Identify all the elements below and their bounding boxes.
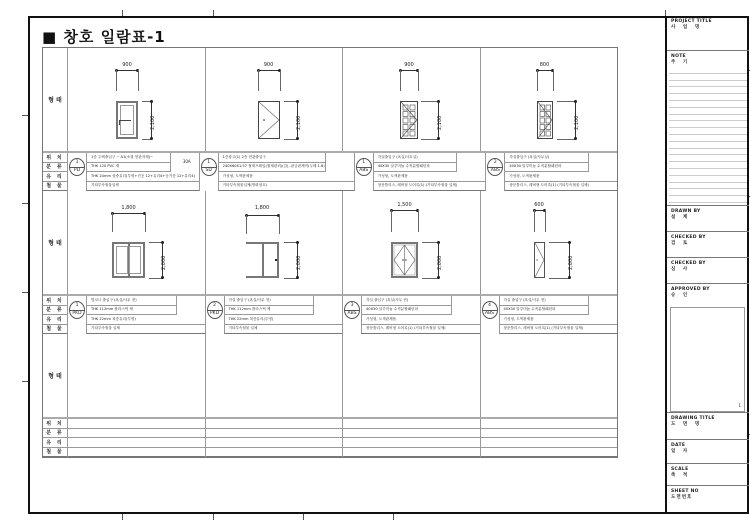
extension-line — [391, 210, 392, 232]
item-code: PD — [73, 168, 81, 173]
item-hardware: 기타부속철물 일체 — [86, 325, 205, 335]
extension-line — [549, 278, 570, 279]
height-dimension: 2,100 — [437, 115, 443, 130]
info-rows — [43, 296, 617, 334]
item-glass: THK 24mm 삼중유리(투명+진공 12+유리4+공기층 12+유리4) — [86, 172, 199, 182]
extension-line — [537, 70, 538, 91]
location-label: 위 치 — [43, 296, 67, 306]
width-dimension: 1,800 — [254, 205, 270, 211]
item-classification: THK 112mm 플라스틱 제 — [86, 306, 177, 316]
frame-tick — [213, 514, 214, 520]
form-label: 형 태 — [43, 334, 68, 417]
item-glass: 가성형, 도색완제품 — [499, 315, 618, 325]
item-drawing-3-1 — [68, 334, 206, 417]
extension-line — [400, 70, 401, 91]
location-label: 위 치 — [43, 419, 67, 429]
height-dimension: 2,000 — [161, 255, 167, 270]
dimension-line — [400, 70, 418, 71]
drawn-by-label: DRAWN BY — [671, 209, 701, 214]
item-info-1-2 — [200, 153, 355, 191]
narrow-swing-door-elevation — [534, 242, 545, 278]
panel-door-elevation — [116, 101, 138, 139]
item-classification: 40X30 알루미늄 수직분할패턴파 — [361, 306, 452, 316]
classification-label: 분 류 — [43, 429, 67, 439]
extension-line — [116, 70, 117, 91]
scale-label-ko: 축 척 — [671, 473, 691, 478]
checked-by-label: CHECKED BY — [671, 261, 706, 266]
item-drawing-2-1 — [68, 191, 206, 294]
sheet-no-field — [667, 486, 749, 512]
drawing-title-field — [667, 412, 749, 440]
item-location: 발코니 출입구 (욕실/사무 현) — [86, 296, 177, 306]
extension-line — [258, 70, 259, 91]
info-labels — [43, 419, 68, 457]
window-door-schedule — [42, 47, 618, 458]
extension-line — [280, 70, 281, 91]
note-label: NOTE — [671, 54, 686, 59]
glass-label: 유 리 — [43, 172, 67, 182]
item-info-1-3 — [355, 153, 487, 191]
width-dimension: 900 — [404, 62, 414, 68]
item-drawing-3-2 — [206, 334, 344, 417]
item-info-lines — [86, 153, 199, 191]
item-location: 각실출입구 (욕실/사무실) — [373, 153, 458, 163]
width-dimension: 900 — [263, 62, 274, 68]
extension-line — [418, 210, 419, 232]
extension-line — [246, 215, 247, 234]
item-info-lines — [343, 419, 480, 457]
classification-label: 분 류 — [43, 306, 67, 316]
item-info-lines — [499, 296, 618, 334]
item-drawing-1-1 — [68, 48, 206, 151]
item-info-lines — [373, 153, 486, 191]
date-label: DATE — [671, 443, 686, 448]
glass-label: 유 리 — [43, 315, 67, 325]
classification-label: 분 류 — [43, 163, 67, 173]
item-info-2-4 — [481, 296, 618, 334]
sheet-no-label-ko: 도면번호 — [671, 495, 693, 500]
grid-door-narrow-elevation — [537, 101, 553, 139]
grid-door-elevation — [400, 101, 418, 139]
extension-line — [545, 210, 546, 232]
item-glass: 가성형, 도색완제품 — [504, 172, 617, 182]
item-tag — [355, 153, 373, 191]
item-code: SD — [205, 168, 212, 173]
item-info-lines — [361, 296, 480, 334]
item-number: 1 — [207, 160, 211, 165]
width-dimension: 600 — [534, 202, 544, 208]
dimension-line — [534, 210, 545, 211]
item-location: 각실출입구 (욕실/사무실) — [504, 153, 589, 163]
item-number: 2 — [213, 303, 216, 308]
sliding-double-door-elevation — [112, 242, 145, 278]
drawing-title-label-ko: 도 면 명 — [671, 422, 703, 427]
item-side-note: 30A — [182, 159, 191, 164]
item-drawing-3-3 — [343, 334, 481, 417]
item-info-1-1 — [68, 153, 200, 191]
extension-line — [279, 215, 280, 234]
checked-by-label-ko: 심 사 — [671, 267, 691, 272]
date-label-ko: 일 자 — [671, 449, 691, 454]
frame-tick — [303, 514, 304, 520]
item-code: PKD — [209, 311, 220, 316]
extension-line — [534, 210, 535, 232]
height-dimension: 2,000 — [295, 255, 302, 270]
project-title-label-ko: 사 업 명 — [671, 25, 703, 30]
item-classification: 240X60X1.57 철재프레임(철제판외)(갈), 판금판제작(두께 1.6) — [218, 163, 326, 173]
item-classification: 40X30 알루미늄 수직분할패턴파 — [499, 306, 590, 316]
item-drawing-2-4 — [481, 191, 618, 294]
note-label-ko: 주 기 — [671, 60, 691, 65]
extension-line — [418, 70, 419, 91]
dimension-line — [537, 70, 553, 71]
height-dimension: 2,100 — [573, 115, 580, 130]
double-swing-door-elevation — [391, 242, 418, 278]
page-title: ■ 창호 일람표-1 — [42, 28, 166, 46]
item-tag — [68, 153, 86, 191]
item-drawing-1-2 — [206, 48, 344, 151]
stamp-number: 1 — [738, 403, 741, 408]
hardware-label: 철 물 — [43, 448, 67, 458]
item-glass: 가성형, 도색완제품 — [218, 172, 354, 182]
info-rows — [43, 419, 617, 457]
item-info-3-1 — [68, 419, 206, 457]
checked-by-field-2 — [667, 258, 749, 284]
note-field — [667, 51, 749, 206]
item-code: ABS — [359, 168, 369, 173]
drawn-by-field — [667, 206, 749, 232]
dimension-line — [391, 210, 418, 211]
drawn-by-label-ko: 설 계 — [671, 215, 691, 220]
height-dimension: 2,000 — [437, 255, 443, 270]
scale-field — [667, 464, 749, 486]
item-info-lines — [206, 419, 343, 457]
item-number: 1 — [75, 160, 79, 165]
item-hardware: 기타부속철물일체 — [86, 182, 199, 192]
extension-line — [557, 139, 576, 140]
approved-by-label-ko: 승 인 — [671, 293, 691, 298]
item-location: 각실 출입구 (욕실/사무 현) — [224, 296, 315, 306]
item-info-2-3 — [343, 296, 481, 334]
item-number: 1 — [75, 303, 79, 308]
width-dimension: 900 — [122, 62, 132, 68]
item-tag — [486, 153, 504, 191]
item-number: 1 — [362, 160, 366, 165]
drawing-title-label: DRAWING TITLE — [671, 416, 715, 421]
item-info-lines — [504, 153, 617, 191]
schedule-section-3 — [43, 334, 617, 457]
item-hardware: 창문틀리스, 레버형 도어록(1) (기타부속철물 일체) — [499, 325, 618, 335]
extension-line — [553, 70, 554, 91]
extension-line — [138, 70, 139, 91]
project-title-field — [667, 16, 749, 51]
item-info-3-3 — [343, 419, 481, 457]
dimension-line — [112, 213, 145, 214]
item-info-lines — [68, 419, 205, 457]
item-glass: THK 22mm 복층유리(투명) — [224, 315, 343, 325]
approved-by-label: APPROVED BY — [671, 287, 710, 292]
swing-door-elevation — [258, 101, 280, 139]
item-drawing-1-4 — [481, 48, 618, 151]
date-field — [667, 440, 749, 464]
item-code: ABS — [485, 311, 494, 316]
extension-line — [112, 213, 113, 232]
form-row — [43, 48, 617, 153]
info-labels — [43, 296, 68, 334]
form-row — [43, 191, 617, 296]
item-number: 2 — [493, 160, 497, 165]
height-dimension: 2,100 — [295, 115, 302, 130]
item-glass: 가성형, 도색완제품 — [361, 315, 480, 325]
item-info-3-2 — [206, 419, 344, 457]
item-code: ABS — [490, 168, 500, 173]
sheet-no-label: SHEET NO — [671, 489, 699, 494]
dimension-line — [258, 70, 280, 71]
hardware-label: 철 물 — [43, 325, 67, 335]
item-info-lines — [218, 153, 354, 191]
extension-line — [145, 213, 146, 232]
note-lines — [669, 67, 747, 203]
item-drawing-2-2 — [206, 191, 344, 294]
width-dimension: 1,500 — [397, 202, 412, 208]
width-dimension: 1,800 — [121, 205, 136, 211]
info-rows — [43, 153, 617, 191]
sliding-single-door-elevation — [246, 242, 279, 278]
item-location: 각실 출입구 (욕실/사무 현) — [361, 296, 452, 306]
item-drawing-1-3 — [343, 48, 481, 151]
item-info-lines — [86, 296, 205, 334]
item-tag — [343, 296, 361, 334]
dimension-line — [116, 70, 138, 71]
item-location: 각실 출입구 (욕실/사무 현) — [499, 296, 590, 306]
item-info-lines — [224, 296, 343, 334]
width-dimension: 800 — [539, 62, 550, 68]
glass-label: 유 리 — [43, 438, 67, 448]
item-location: 1층 주택출입구 ~ A1(소형 현관자체)~ — [86, 153, 171, 163]
extension-line — [557, 101, 576, 102]
item-tag — [68, 296, 86, 334]
frame-tick — [393, 514, 394, 520]
stamp-box — [670, 307, 745, 412]
location-label: 위 치 — [43, 153, 67, 163]
schedule-section-2 — [43, 191, 617, 334]
info-labels — [43, 153, 68, 191]
item-hardware: 창문틀리스, 레버형 도어록(1) (기타부속철물 일체) — [373, 182, 486, 192]
form-label: 형 태 — [43, 191, 68, 294]
item-tag — [200, 153, 218, 191]
item-code: PKD — [72, 311, 82, 316]
item-glass: THK 22mm 복층유리(투명) — [86, 315, 205, 325]
item-hardware: 기타부속철물 일체 — [224, 325, 343, 335]
schedule-section-1 — [43, 48, 617, 191]
item-info-1-4 — [486, 153, 617, 191]
item-classification: 40X30 알루미늄 수직분할패턴파 — [504, 163, 589, 173]
checked-by-field-1 — [667, 232, 749, 258]
project-title-label: PROJECT TITLE — [671, 19, 712, 24]
item-hardware: 창문틀리스, 레버형 도어록(1) (기타부속철물 일체) — [361, 325, 480, 335]
item-glass: 가성형, 도색완제품 — [373, 172, 486, 182]
item-code: ABS — [347, 311, 357, 316]
item-classification: THK 112mm 플라스틱 제 — [224, 306, 315, 316]
item-info-3-4 — [481, 419, 618, 457]
checked-by-label-ko: 검 토 — [671, 241, 691, 246]
item-number: 4 — [488, 303, 491, 308]
item-info-2-2 — [206, 296, 344, 334]
item-number: 3 — [350, 303, 354, 308]
frame-tick — [122, 514, 123, 520]
hardware-label: 철 물 — [43, 182, 67, 192]
title-block — [665, 16, 749, 514]
height-dimension: 2,000 — [567, 255, 574, 270]
item-tag — [206, 296, 224, 334]
form-label: 형 태 — [43, 48, 68, 151]
item-hardware: 창문틀리스, 레버형 도어록(1) (기타부속철물 일체) — [504, 182, 617, 192]
checked-by-label: CHECKED BY — [671, 235, 706, 240]
item-classification: 40X30 알루미늄 수직분할패턴파 — [373, 163, 458, 173]
extension-line — [549, 242, 570, 243]
item-hardware: 기타부속철물일체(방화창호) — [218, 182, 354, 192]
item-info-2-1 — [68, 296, 206, 334]
form-row — [43, 334, 617, 419]
item-classification: THK 120 PVC 제 — [86, 163, 171, 173]
item-drawing-3-4 — [481, 334, 618, 417]
item-location: 1층창고(1) 2층 현관출입구 — [218, 153, 326, 163]
scale-label: SCALE — [671, 467, 689, 472]
dimension-line — [246, 215, 279, 216]
item-info-lines — [481, 419, 618, 457]
item-drawing-2-3 — [343, 191, 481, 294]
item-tag — [481, 296, 499, 334]
height-dimension: 2,100 — [150, 115, 156, 130]
